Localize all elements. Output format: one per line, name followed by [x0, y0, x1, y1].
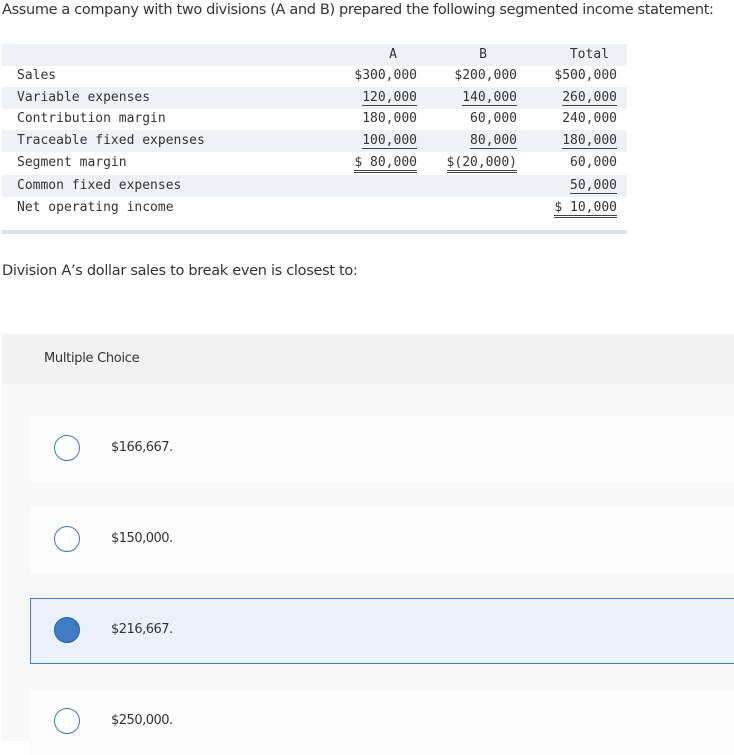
cell-a: 180,000 [362, 111, 417, 126]
segmented-income-statement [2, 44, 627, 234]
column-header-total: Total [569, 47, 609, 62]
row-label: Traceable fixed expenses [17, 133, 205, 148]
cell-a: $300,000 [354, 68, 417, 83]
table-bottom-border [2, 230, 627, 234]
row-traceable-fixed-expenses [2, 130, 627, 152]
row-common-fixed-expenses [2, 175, 627, 197]
answer-option-1[interactable] [30, 416, 734, 482]
row-label: Net operating income [17, 200, 174, 215]
answer-option-label: $250,000. [111, 713, 173, 728]
statement-header-row [2, 44, 627, 66]
answer-option-label: $216,667. [111, 622, 173, 637]
row-variable-expenses [2, 87, 627, 109]
radio-unselected-icon[interactable] [54, 708, 80, 734]
cell-total: $ 10,000 [554, 200, 617, 218]
row-net-operating-income [2, 197, 627, 219]
row-sales [2, 65, 627, 87]
cell-b: 60,000 [470, 111, 517, 126]
cell-b: $(20,000) [447, 155, 517, 173]
radio-unselected-icon[interactable] [54, 526, 80, 552]
multiple-choice-options [2, 384, 734, 741]
question-text: Division A’s dollar sales to break even is closest to: [2, 263, 358, 279]
cell-total: $500,000 [554, 68, 617, 83]
row-label: Common fixed expenses [17, 178, 182, 193]
radio-unselected-icon[interactable] [54, 435, 80, 461]
cell-a: 120,000 [362, 90, 417, 105]
cell-a: $ 80,000 [354, 155, 417, 173]
column-header-b: B [479, 47, 487, 62]
cell-total: 260,000 [562, 90, 617, 105]
cell-b: 140,000 [462, 90, 517, 105]
row-label: Segment margin [17, 155, 127, 170]
cell-total: 50,000 [570, 178, 617, 193]
cell-total: 60,000 [570, 155, 617, 170]
answer-option-3[interactable] [30, 598, 734, 664]
multiple-choice-heading: Multiple Choice [44, 351, 140, 366]
cell-a: 100,000 [362, 133, 417, 148]
cell-b: 80,000 [470, 133, 517, 148]
column-header-a: A [389, 47, 397, 62]
problem-intro-text: Assume a company with two divisions (A and B) prepared the following segmented income statement: [2, 2, 714, 18]
row-label: Sales [17, 68, 57, 83]
answer-option-label: $166,667. [111, 440, 173, 455]
row-contribution-margin [2, 108, 627, 130]
answer-option-4[interactable] [30, 689, 734, 755]
cell-b: $200,000 [454, 68, 517, 83]
multiple-choice-header [2, 334, 734, 384]
answer-option-label: $150,000. [111, 531, 173, 546]
row-segment-margin [2, 152, 627, 174]
cell-total: 240,000 [562, 111, 617, 126]
row-label: Variable expenses [17, 90, 151, 105]
cell-total: 180,000 [562, 133, 617, 148]
row-label: Contribution margin [17, 111, 166, 126]
radio-selected-icon[interactable] [54, 617, 80, 643]
answer-option-2[interactable] [30, 507, 734, 573]
